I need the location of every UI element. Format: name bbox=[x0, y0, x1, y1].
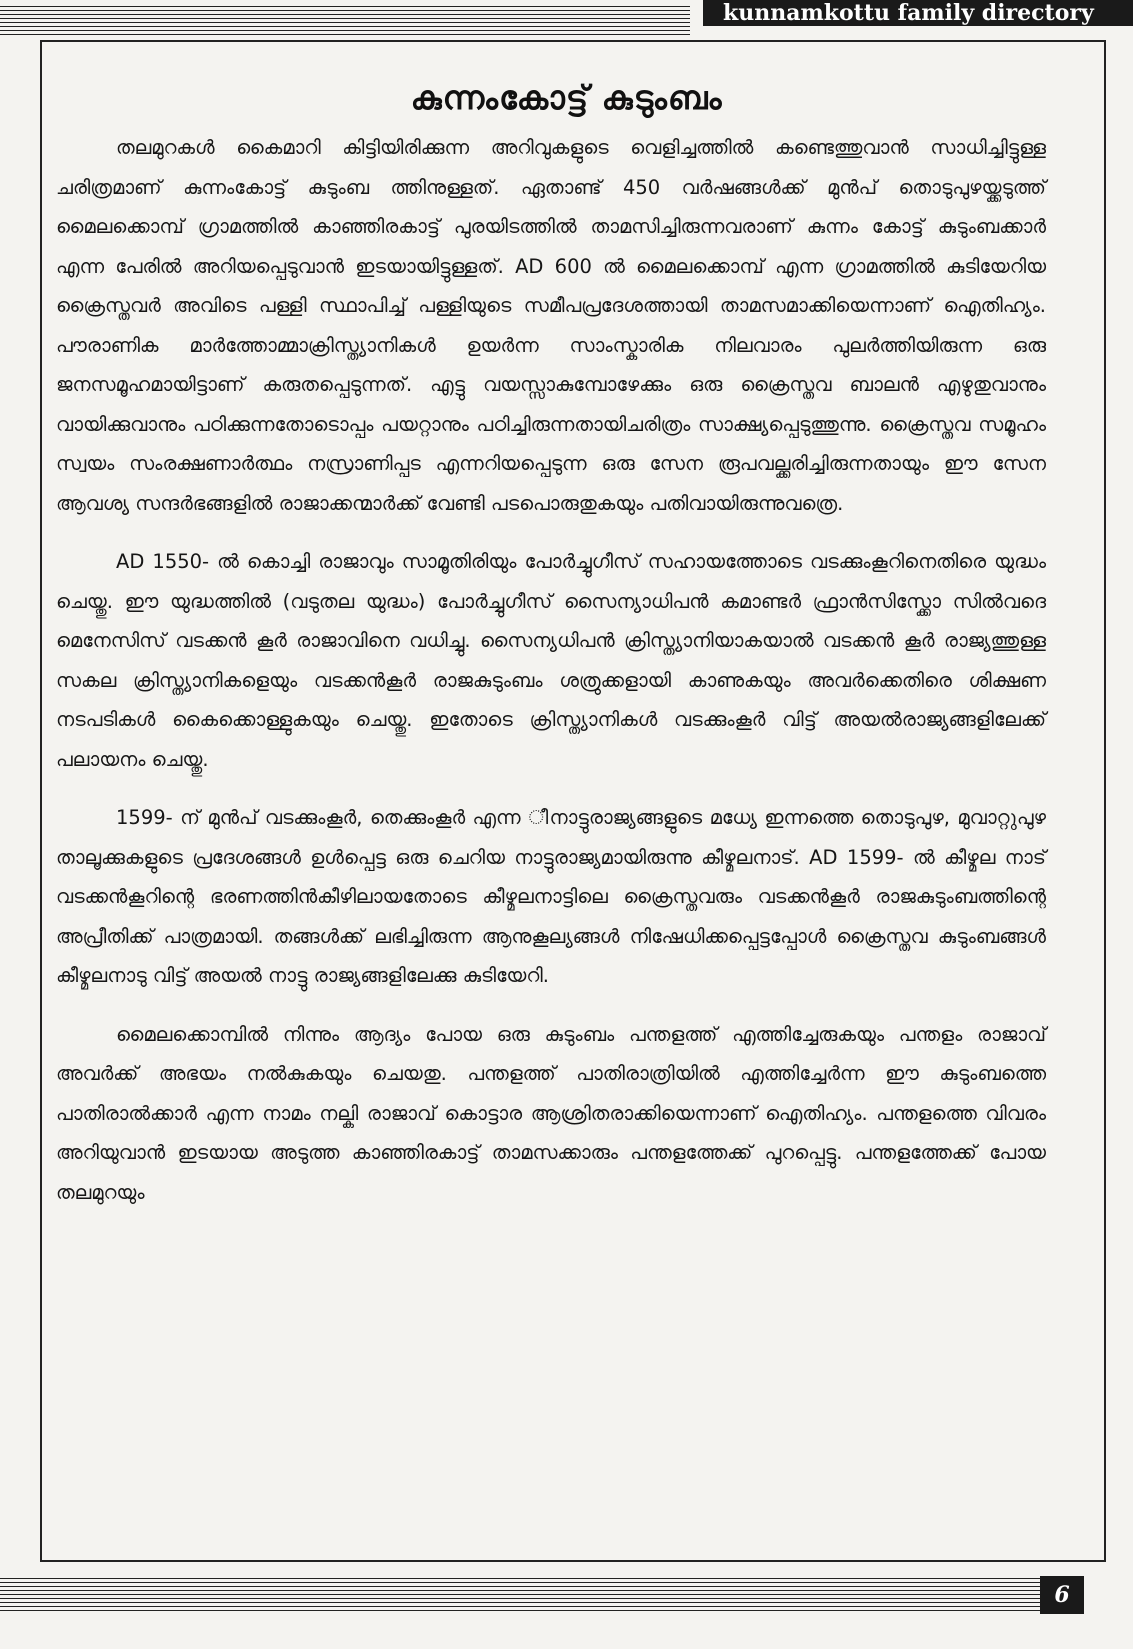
article-body bbox=[56, 128, 1046, 1212]
header-band bbox=[0, 0, 1133, 40]
paragraph: മൈലക്കൊമ്പിൽ നിന്നും ആദ്യം പോയ ഒരു കുടുംബം പന്തളത്ത് എത്തിച്ചേരുകയും പന്തളം രാജാവ് അവർക്ക് അഭയം നൽകുകയും ചെയതു. പന്തളത്ത് പാതിരാത്രിയിൽ എത്തിച്ചേർന്ന ഈ കുടുംബത്തെ പാതിരാൽക്കാർ എന്ന നാമം നല്കി രാജാവ് കൊട്ടാര ആശ്രിതരാക്കിയെന്നാണ് ഐതിഹ്യം. പന്തളത്തെ വിവരം അറിയുവാൻ ഇടയായ അടുത്ത കാഞ്ഞിരകാട്ട് താമസക്കാരും പന്തളത്തേക്ക് പുറപ്പെട്ടു. പന്തളത്തേക്ക് പോയ തലമുറയും bbox=[56, 1022, 1046, 1204]
paragraph: തലമുറകൾ കൈമാറി കിട്ടിയിരിക്കുന്ന അറിവുകളുടെ വെളിച്ചത്തിൽ കണ്ടെത്തുവാൻ സാധിച്ചിട്ടുള്ള ചരിത്രമാണ് കുന്നംകോട്ട് കുടുംബ ത്തിനുള്ളത്. ഏതാണ്ട് 450 വർഷങ്ങൾക്ക് മുൻപ് തൊടുപുഴയ്ക്കടുത്ത് മൈലക്കൊമ്പ് ഗ്രാമത്തിൽ കാഞ്ഞിരകാട്ട് പുരയിടത്തിൽ താമസിച്ചിരുന്നവരാണ് കുന്നം കോട്ട് കുടുംബക്കാർ എന്ന പേരിൽ അറിയപ്പെടുവാൻ ഇടയായിട്ടുള്ളത്. AD 600 ൽ മൈലക്കൊമ്പ് എന്ന ഗ്രാമത്തിൽ കുടിയേറിയ ക്രൈസ്തവർ അവിടെ പള്ളി സ്ഥാപിച്ച് പള്ളിയുടെ സമീപപ്രദേശത്തായി താമസമാക്കിയെന്നാണ് ഐതിഹ്യം. പൗരാണിക മാർത്തോമ്മാക്രിസ്ത്യാനികൾ ഉയർന്ന സാംസ്കാരിക നിലവാരം പുലർത്തിയിരുന്ന ഒരു ജനസമൂഹമായിട്ടാണ് കരുതപ്പെടുന്നത്. എട്ടു വയസ്സാകുമ്പോഴേക്കും ഒരു ക്രൈസ്തവ ബാലൻ എഴുതുവാനും വായിക്കുവാനും പഠിക്കുന്നതോടൊപ്പം പയറ്റാനും പഠിച്ചിരുന്നതായിചരിത്രം സാക്ഷ്യപ്പെടുത്തുന്നു. ക്രൈസ്തവ സമൂഹം സ്വയം സംരക്ഷണാർത്ഥം നസ്രാണിപ്പട എന്നറിയപ്പെടുന്ന ഒരു സേന രൂപവല്ക്കരിച്ചിരുന്നതായും ഈ സേന ആവശ്യ സന്ദർഭങ്ങളിൽ രാജാക്കന്മാർക്ക് വേണ്ടി പടപൊരുതുകയും പതിവായിരുന്നുവത്രെ. bbox=[56, 136, 1046, 515]
header-rule-lines bbox=[0, 6, 690, 36]
page-number: 6 bbox=[1040, 1576, 1084, 1614]
paragraph: AD 1550- ൽ കൊച്ചി രാജാവും സാമൂതിരിയും പോർച്ചുഗീസ് സഹായത്തോടെ വടക്കുംകൂറിനെതിരെ യുദ്ധം ചെയ്തു. ഈ യുദ്ധത്തിൽ (വടുതല യുദ്ധം) പോർച്ചുഗീസ് സൈന്യാധിപൻ കമാണ്ടർ ഫ്രാൻസിസ്ക്കോ സിൽവദെ മെനേസിസ് വടക്കൻ കൂർ രാജാവിനെ വധിച്ചു. സൈന്യധിപൻ ക്രിസ്ത്യാനിയാകയാൽ വടക്കൻ കൂർ രാജ്യത്തുള്ള സകല ക്രിസ്ത്യാനികളെയും വടക്കൻകൂർ രാജകുടുംബം ശത്രുക്കളായി കാണുകയും അവർക്കെതിരെ ശിക്ഷണ നടപടികൾ കൈക്കൊള്ളുകയും ചെയ്തു. ഇതോടെ ക്രിസ്ത്യാനികൾ വടക്കുംകൂർ വിട്ട് അയൽരാജ്യങ്ങളിലേക്ക് പലായനം ചെയ്തു. bbox=[56, 550, 1046, 771]
footer-band bbox=[0, 1570, 1133, 1620]
footer-rule-lines bbox=[0, 1578, 1040, 1612]
directory-title-tag: kunnamkottu family directory bbox=[703, 0, 1133, 26]
page-title: കുന്നംകോട്ട് കുടുംബം bbox=[410, 78, 723, 117]
paragraph: 1599- ന് മുൻപ് വടക്കുംകൂർ, തെക്കുംകൂർ എന്ന ീനാട്ടുരാജ്യങ്ങളുടെ മധ്യേ ഇന്നത്തെ തൊടുപുഴ, മുവാറ്റുപുഴ താലൂക്കുകളുടെ പ്രദേശങ്ങൾ ഉൾപ്പെട്ട ഒരു ചെറിയ നാട്ടുരാജ്യമായിരുന്നു കീഴ്മലനാട്. AD 1599- ൽ കീഴ്മല നാട് വടക്കൻകൂറിന്റെ ഭരണത്തിൻകീഴിലായതോടെ കീഴ്മലനാട്ടിലെ ക്രൈസ്തവരും വടക്കൻകൂർ രാജകുടുംബത്തിന്റെ അപ്രീതിക്ക് പാത്രമായി. തങ്ങൾക്ക് ലഭിച്ചിരുന്ന ആനുകൂല്യങ്ങൾ നിഷേധിക്കപ്പെട്ടപ്പോൾ ക്രൈസ്തവ കുടുംബങ്ങൾ കീഴ്മലനാടു വിട്ട് അയൽ നാട്ടു രാജ്യങ്ങളിലേക്കു കുടിയേറി. bbox=[56, 806, 1046, 987]
